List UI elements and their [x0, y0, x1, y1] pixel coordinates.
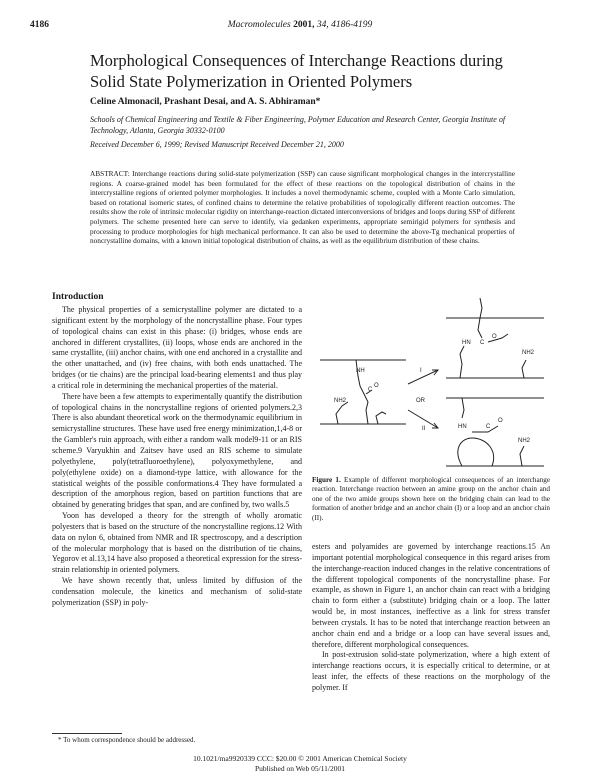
section-heading-introduction: Introduction — [52, 292, 104, 302]
journal-citation — [0, 20, 600, 30]
doi-line: 10.1021/ma9920339 CCC: $20.00 © 2001 American Chemical Society — [193, 754, 407, 763]
journal-name: Macromolecules — [227, 20, 291, 30]
loop-chain-ii — [458, 438, 494, 466]
paragraph: The physical properties of a semicrystalline polymer are dictated to a significant extent by the morphology of the noncrystalline phase. Four types of topological chains can exist in this phase: (i) bridges, whose ends are anchored in different crystallites, (ii) loops, whose ends are anchored in the same crystallite, (iii) anchor chains, with one end anchored in a crystallite and the other unattached, and (iv) free chains, with both ends unattached. The bridges (or tie chains) are the principal load-bearing elements1 and thus play a critical role in determining the mechanical properties of the material. — [52, 305, 302, 390]
label-nh2-bottom: NH2 — [518, 438, 531, 444]
figure-1-caption — [312, 476, 550, 523]
author-list: Celine Almonacil, Prashant Desai, and A. S. Abhiraman* — [90, 97, 321, 107]
abstract-label: ABSTRACT: — [90, 169, 130, 178]
right-column — [312, 542, 550, 694]
abstract — [90, 169, 515, 246]
left-column — [52, 305, 302, 609]
label-o-top: O — [492, 334, 497, 340]
paragraph: esters and polyamides are governed by interchange reactions.15 An important potential morphological consequence in this regard arises from the interchange-reaction induced changes in the relative concentrations of the different topological components of the noncrystalline phase. For example, as shown in Figure 1, an anchor chain can react with a bridging chain to form either a (substitute) bridging chain or a loop. The latter would be, in most instances, ineffective as a link for stress transfer between crystals. It has to be noted that interchange reaction between an anchor chain end and a bridge or a loop can have several issues and, therefore, different morphological consequences. — [312, 542, 550, 649]
journal-pages: 4186-4199 — [331, 20, 373, 30]
anchor-chain-left — [336, 402, 348, 424]
figure-1-diagram — [312, 298, 552, 474]
anchor-chain-stub — [376, 412, 386, 424]
label-hn-top: HN — [462, 340, 471, 346]
new-bridge-i — [460, 346, 464, 378]
journal-volume: 34, — [316, 20, 329, 30]
label-c-left: C — [368, 387, 373, 393]
label-hn-left: NH — [356, 368, 365, 374]
label-c-bottom: C — [486, 424, 491, 430]
journal-year: 2001, — [293, 20, 315, 30]
anchor-chain-i — [522, 360, 526, 378]
received-dates: Received December 6, 1999; Revised Manuscript Received December 21, 2000 — [90, 140, 344, 149]
label-o-left: O — [374, 383, 379, 389]
label-nh2-top: NH2 — [522, 350, 535, 356]
amide-link-ii — [472, 426, 498, 432]
arrow-label-ii: II — [422, 426, 426, 432]
label-nh2-left: NH2 — [334, 398, 347, 404]
label-c-top: C — [480, 340, 485, 346]
page-number: 4186 — [30, 20, 49, 30]
caption-text: Example of different morphological consequences of an interchange reaction. Interchange reaction between an amine group on the anchor chain and one of the two amide groups shown here on the bridging chain can lead to the formation of another bridge and an anchor chain (I) or a loop and an anchor chain (II). — [312, 476, 551, 522]
footnote: * To whom correspondence should be addressed. — [58, 736, 196, 744]
paragraph: In post-extrusion solid-state polymerization, where a high extent of interchange reactions occurs, it is especially critical to determine, or at least infer, the effects of these reactions on the morphology of the polymer. If — [312, 650, 550, 692]
abstract-text: Interchange reactions during solid-state polymerization (SSP) can cause significant morphological changes in the intercrystalline regions. A coarse-grained model has been formulated for the effect of these reactions on the topological distribution of chains in the intercrystalline regions of oriented polymer morphologies. It includes a novel thermodynamic scheme, coupled with a Monte Carlo simulation, based on rotational isomeric states, of confined chains to determine the relative probabilities of topologically different reaction outcomes. The results show the role of intrinsic molecular rigidity on interchange-reaction dictated interconversions of bridges and loops during SSP of different polymers. The scheme presented here can serve to identify, via gedanken experiments, appropriate semirigid polymers for synthesis and processing to produce morphologies for high mechanical performance. It can also be used to determine the above-Tg mechanical properties of noncrystalline domains, with a known initial topological distribution of chains, as well as the equilibrium distribution of these chains. — [90, 169, 516, 246]
amide-link-i — [488, 334, 508, 342]
article-title: Morphological Consequences of Interchange Reactions during Solid State Polymerization in Oriented Polymers — [90, 51, 503, 91]
or-label: OR — [416, 398, 425, 404]
arrow-path-i — [408, 370, 438, 384]
paragraph: We have shown recently that, unless limited by diffusion of the condensation molecule, the kinetics and mechanism of solid-state polymerization (SSP) in poly- — [52, 576, 302, 607]
anchor-chain-ii-right — [520, 446, 524, 466]
paragraph: Yoon has developed a theory for the strength of wholly aromatic polyesters that is based on the structure of the noncrystalline regions.12 With data on nylon 6, obtained from NMR and IR spectroscopy, and a description of the molecular morphology that is based on the distribution of tie chains, Yegorov et al.13,14 have also proposed a theoretical expression for the stress-strain relationship in oriented polymers. — [52, 511, 302, 575]
label-o-bottom: O — [498, 418, 503, 424]
arrow-label-i: I — [420, 368, 422, 374]
footnote-rule — [52, 733, 122, 734]
affiliation: Schools of Chemical Engineering and Textile & Fiber Engineering, Polymer Education and Research Center, Georgia Institute of Technology, Atlanta, Georgia 30332-0100 — [90, 115, 506, 135]
label-hn-bottom: HN — [458, 424, 467, 430]
anchor-chain-ii — [462, 398, 464, 418]
paragraph: There have been a few attempts to experimentally quantify the distribution of topological chains in the noncrystalline regions of oriented polymers.2,3 There is also abundant theoretical work on the thermodynamic equilibrium in semicrystalline structures. These have used free energy minimization,1,4-8 or the Gambler's ruin approach, with either a random walk model9-11 or an RIS scheme.9 Varyukhin and Zaitsev have used an RIS scheme to simulate polyethylene, poly(tetrafluoroethylene), polyoxymethylene, and poly(ethylene oxide) on a diamond-type lattice, with allowance for the statistical weights of the possible conformations.4 They have formulated a description of the amorphous region, based on partition functions that are obtained by generating bridges that span, and are confined by, two walls.5 — [52, 391, 302, 510]
figure-label: Figure 1. — [312, 476, 341, 484]
published-date: Published on Web 05/11/2001 — [254, 764, 346, 773]
